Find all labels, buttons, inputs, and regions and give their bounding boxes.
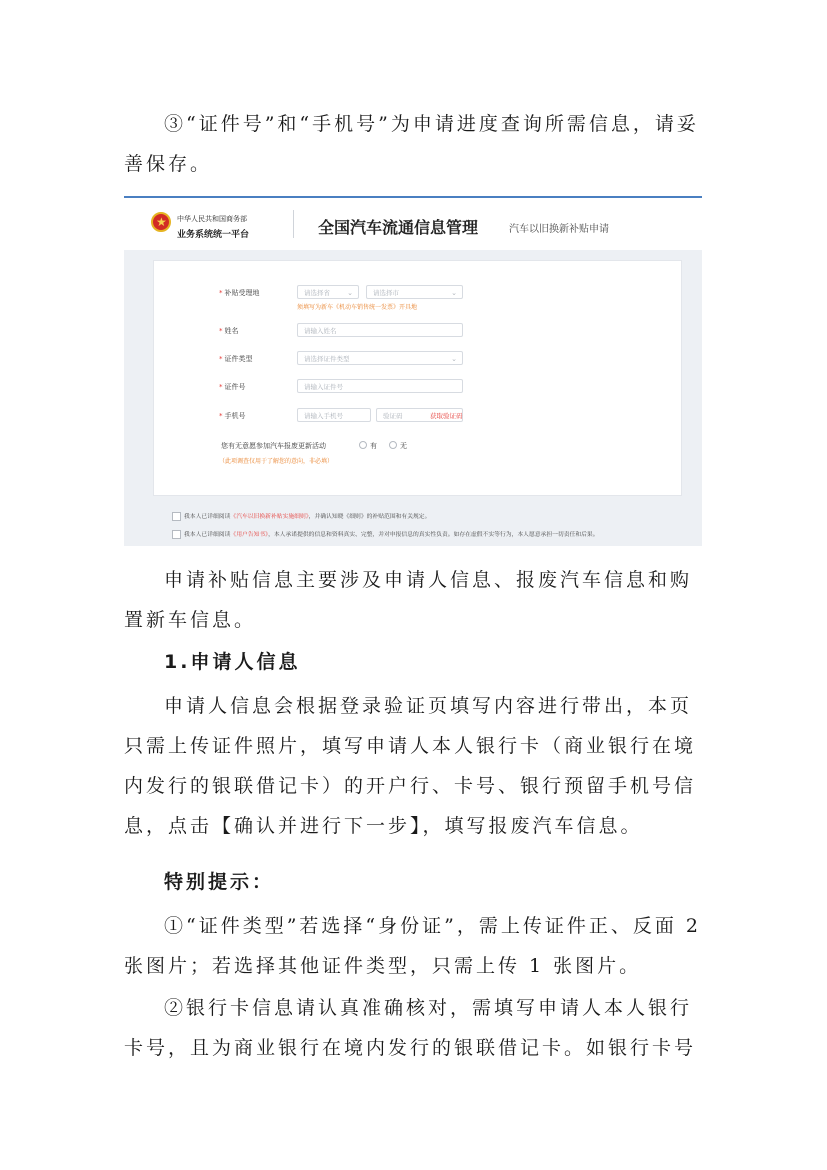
tip1-line2: 张图片；若选择其他证件类型，只需上传 1 张图片。 (124, 955, 642, 977)
survey-note: （此项调查仅用于了解您的意向，非必填） (219, 458, 334, 465)
chevron-down-icon: ⌄ (451, 289, 457, 297)
agreement1-text: 我本人已详细阅读《汽车以旧换新补贴实施细则》，并确认知晓《细则》的补贴范围和有关规定。 (184, 514, 431, 520)
region-hint: 须填写为新车《机动车销售统一发票》开具地 (297, 304, 418, 311)
note3-cont (124, 144, 702, 184)
region-label: * 补贴受理地 (219, 289, 260, 297)
embedded-screenshot (124, 196, 702, 546)
user-notice-link[interactable]: 《用户告知书》 (230, 532, 269, 538)
summary-cont (124, 600, 702, 640)
radio-no[interactable] (389, 441, 397, 449)
idtype-select[interactable]: 请选择证件类型 ⌄ (297, 351, 463, 365)
national-emblem-icon: ★ (151, 212, 171, 232)
section-heading: 1.申请人信息 (164, 651, 301, 673)
phone-input[interactable]: 请输入手机号 (297, 408, 371, 422)
platform-name: 业务系统统一平台 (177, 230, 250, 240)
app-header (124, 198, 702, 250)
summary-line1: 申请补贴信息主要涉及申请人信息、报废汽车信息和购 (164, 569, 693, 591)
page-subtitle: 汽车以旧换新补贴申请 (509, 224, 609, 235)
city-select[interactable]: 请选择市 ⌄ (366, 285, 463, 299)
section-body-4: 息，点击【确认并进行下一步】，填写报废汽车信息。 (124, 815, 643, 837)
tip1-line1: ①“证件类型”若选择“身份证”，需上传证件正、反面 2 (164, 915, 701, 937)
header-divider (293, 210, 294, 238)
note3 (124, 104, 702, 144)
rules-link[interactable]: 《汽车以旧换新补贴实施细则》 (230, 514, 309, 520)
agreement2-text: 我本人已详细阅读《用户告知书》，本人承诺提供的信息和资料真实、完整，并对申报信息的真实性负责。如存在虚假不实等行为，本人愿意承担一切责任和后果。 (184, 532, 599, 538)
survey-question: 您有无意愿参加汽车报废更新活动 (221, 442, 326, 450)
tip2-line1: ②银行卡信息请认真准确核对，需填写申请人本人银行 (164, 997, 693, 1019)
org-name: 中华人民共和国商务部 (177, 215, 247, 223)
idno-input[interactable]: 请输入证件号 (297, 379, 463, 393)
get-code-button[interactable]: 获取验证码 (430, 412, 463, 420)
note3-line1: ③“证件号”和“手机号”为申请进度查询所需信息，请妥 (164, 113, 699, 135)
chevron-down-icon: ⌄ (347, 289, 353, 297)
code-input[interactable]: 验证码 (376, 408, 463, 422)
name-input[interactable]: 请输入姓名 (297, 323, 463, 337)
summary (124, 560, 702, 600)
section-body-2: 只需上传证件照片，填写申请人本人银行卡（商业银行在境 (124, 735, 697, 757)
radio-no-label: 无 (400, 442, 407, 450)
phone-label: * 手机号 (219, 412, 246, 420)
idtype-label: * 证件类型 (219, 355, 253, 363)
section-body-3: 内发行的银联借记卡）的开户行、卡号、银行预留手机号信 (124, 775, 697, 797)
province-select[interactable]: 请选择省 ⌄ (297, 285, 359, 299)
name-label: * 姓名 (219, 327, 239, 335)
tip2-line2: 卡号，且为商业银行在境内发行的银联借记卡。如银行卡号 (124, 1037, 697, 1059)
chevron-down-icon: ⌄ (451, 355, 457, 363)
agreement1-checkbox[interactable] (172, 512, 181, 521)
radio-yes[interactable] (359, 441, 367, 449)
application-form (153, 260, 682, 496)
radio-yes-label: 有 (370, 442, 377, 450)
section-body-1: 申请人信息会根据登录验证页填写内容进行带出，本页 (164, 695, 693, 717)
system-title: 全国汽车流通信息管理 (318, 218, 479, 237)
tips-heading: 特别提示： (164, 871, 275, 893)
note3-line2: 善保存。 (124, 153, 213, 175)
summary-line2: 置新车信息。 (124, 609, 257, 631)
idno-label: * 证件号 (219, 383, 246, 391)
agreement2-checkbox[interactable] (172, 530, 181, 539)
